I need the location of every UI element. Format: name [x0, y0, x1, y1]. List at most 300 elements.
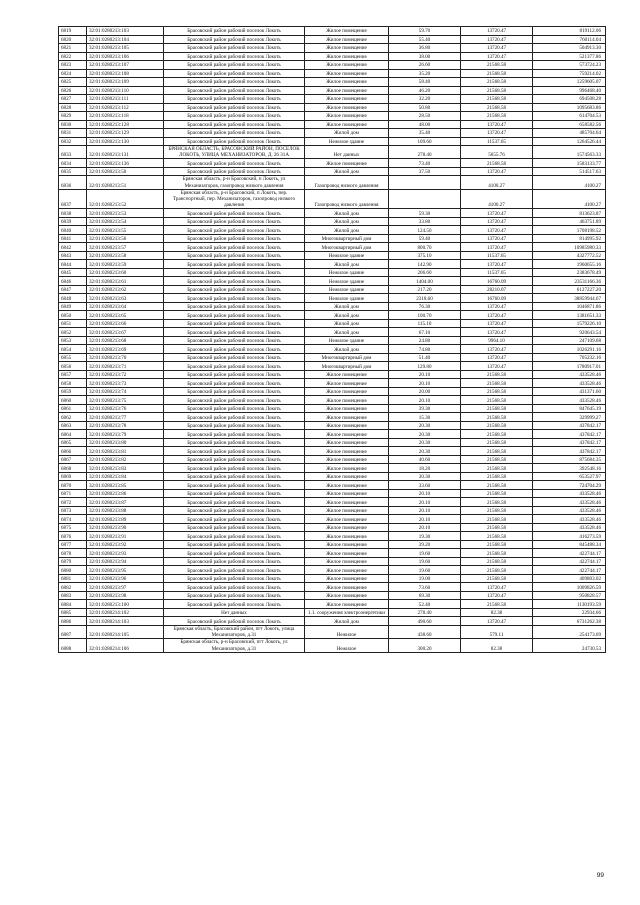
- cadastral-number-cell: 32:01:0280213:56: [87, 234, 164, 243]
- rate-cell: 579.11: [461, 625, 533, 638]
- rate-cell: 13720.47: [461, 209, 533, 218]
- cadastral-number-cell: 32:01:0280213:78: [87, 421, 164, 430]
- area-cell: 24.80: [389, 336, 461, 345]
- area-cell: 20.10: [389, 506, 461, 515]
- cadastral-value-cell: 416273.59: [533, 532, 606, 541]
- cadastral-number-cell: 32:01:0280213:106: [87, 52, 164, 61]
- area-cell: 438.60: [389, 625, 461, 638]
- rate-cell: 28210.07: [461, 285, 533, 294]
- rate-cell: 13720.47: [461, 120, 533, 129]
- table-row: [59, 226, 606, 235]
- cadastral-value-cell: 392548.16: [533, 464, 606, 473]
- purpose-cell: Нет данных: [305, 146, 389, 159]
- table-row: [59, 404, 606, 413]
- cadastral-value-cell: 422744.17: [533, 566, 606, 575]
- row-number-cell: 6866: [59, 447, 87, 456]
- cadastral-number-cell: 32:01:0280213:131: [87, 146, 164, 159]
- purpose-cell: Жилое помещение: [305, 481, 389, 490]
- table-row: [59, 319, 606, 328]
- cadastral-value-cell: 437842.17: [533, 421, 606, 430]
- cadastral-number-cell: 32:01:0280213:107: [87, 61, 164, 70]
- area-cell: 19.60: [389, 557, 461, 566]
- address-cell: Брасовский район рабочий поселок Локоть: [164, 52, 305, 61]
- cadastral-value-cell: 760114.04: [533, 35, 606, 44]
- rate-cell: 11537.65: [461, 251, 533, 260]
- purpose-cell: Жилое помещение: [305, 404, 389, 413]
- cadastral-value-cell: 437842.17: [533, 438, 606, 447]
- row-number-cell: 6855: [59, 353, 87, 362]
- area-cell: 58.40: [389, 78, 461, 87]
- rate-cell: 21568.58: [461, 455, 533, 464]
- rate-cell: 13720.47: [461, 234, 533, 243]
- rate-cell: 21568.58: [461, 396, 533, 405]
- address-cell: Брасовский район рабочий поселок Локоть: [164, 515, 305, 524]
- cadastral-number-cell: 32:01:0280213:58: [87, 251, 164, 260]
- table-row: [59, 532, 606, 541]
- cadastral-number-cell: 32:01:0280213:77: [87, 413, 164, 422]
- purpose-cell: Нежилое здание: [305, 336, 389, 345]
- cadastral-value-cell: 433528.46: [533, 489, 606, 498]
- table-row: [59, 362, 606, 371]
- cadastral-value-cell: 705232.16: [533, 353, 606, 362]
- cadastral-number-cell: 32:01:0280213:84: [87, 472, 164, 481]
- purpose-cell: Жилое помещение: [305, 387, 389, 396]
- purpose-cell: Нежилое: [305, 639, 389, 652]
- cadastral-value-table: [58, 26, 606, 653]
- address-cell: Брасовский район рабочий поселок Локоть: [164, 103, 305, 112]
- cadastral-value-cell: 504913.30: [533, 44, 606, 53]
- cadastral-number-cell: 32:01:0280213:128: [87, 120, 164, 129]
- purpose-cell: Жилой дом: [305, 260, 389, 269]
- address-cell: Брасовский район рабочий поселок Локоть: [164, 345, 305, 354]
- row-number-cell: 6887: [59, 625, 87, 638]
- rate-cell: 21568.58: [461, 159, 533, 168]
- purpose-cell: Жилой дом: [305, 345, 389, 354]
- address-cell: Брасовский район рабочий поселок Локоть: [164, 69, 305, 78]
- rate-cell: 13720.47: [461, 243, 533, 252]
- purpose-cell: Жилое помещение: [305, 430, 389, 439]
- address-cell: Брасовский район рабочий поселок Локоть: [164, 523, 305, 532]
- row-number-cell: 6846: [59, 277, 87, 286]
- cadastral-number-cell: 32:01:0280213:55: [87, 226, 164, 235]
- area-cell: 33.80: [389, 217, 461, 226]
- area-cell: 39.30: [389, 404, 461, 413]
- address-cell: Брасовский район рабочий поселок Локоть: [164, 353, 305, 362]
- purpose-cell: Жилое помещение: [305, 566, 389, 575]
- purpose-cell: Многоквартирный дом: [305, 234, 389, 243]
- area-cell: 20.10: [389, 379, 461, 388]
- rate-cell: 21568.58: [461, 404, 533, 413]
- cadastral-number-cell: 32:01:0280213:63: [87, 294, 164, 303]
- cadastral-number-cell: 32:01:0280213:98: [87, 591, 164, 600]
- purpose-cell: Жилое помещение: [305, 370, 389, 379]
- address-cell: Брасовский район рабочий поселок Локоть: [164, 362, 305, 371]
- purpose-cell: Нежилое: [305, 625, 389, 638]
- area-cell: 142.90: [389, 260, 461, 269]
- table-row: [59, 421, 606, 430]
- area-cell: 74.80: [389, 345, 461, 354]
- address-cell: Брасовский район рабочий поселок Локоть: [164, 27, 305, 36]
- area-cell: 51.40: [389, 353, 461, 362]
- address-cell: Брасовский район рабочий поселок Локоть: [164, 489, 305, 498]
- cadastral-value-cell: 1130193.59: [533, 600, 606, 609]
- address-cell: Брасовский район рабочий поселок Локоть: [164, 209, 305, 218]
- row-number-cell: 6860: [59, 396, 87, 405]
- purpose-cell: Жилое помещение: [305, 506, 389, 515]
- row-number-cell: 6861: [59, 404, 87, 413]
- address-cell: Брянская область, р-н Брасовский, п Локоть, пер. Транспортный, пер. Механизаторов, газопровод низкого давления: [164, 189, 305, 209]
- purpose-cell: Жилой дом: [305, 328, 389, 337]
- cadastral-number-cell: 32:01:0280213:50: [87, 167, 164, 176]
- cadastral-number-cell: 32:01:0280213:67: [87, 328, 164, 337]
- area-cell: 278.40: [389, 146, 461, 159]
- purpose-cell: Жилое помещение: [305, 103, 389, 112]
- cadastral-value-cell: 847645.19: [533, 404, 606, 413]
- address-cell: Нет данных: [164, 608, 305, 617]
- rate-cell: 21568.58: [461, 78, 533, 87]
- purpose-cell: Жилой дом: [305, 209, 389, 218]
- cadastral-number-cell: 32:01:0280213:129: [87, 129, 164, 138]
- cadastral-number-cell: 32:01:0280213:80: [87, 438, 164, 447]
- row-number-cell: 6881: [59, 574, 87, 583]
- purpose-cell: Жилое помещение: [305, 600, 389, 609]
- purpose-cell: Жилое помещение: [305, 532, 389, 541]
- cadastral-value-cell: 463751.89: [533, 217, 606, 226]
- area-cell: 55.40: [389, 35, 461, 44]
- row-number-cell: 6822: [59, 52, 87, 61]
- rate-cell: 21568.58: [461, 379, 533, 388]
- purpose-cell: Жилое помещение: [305, 35, 389, 44]
- table-body: [59, 27, 606, 653]
- row-number-cell: 6839: [59, 217, 87, 226]
- table-row: [59, 574, 606, 583]
- area-cell: 73.60: [389, 583, 461, 592]
- rate-cell: 21568.58: [461, 421, 533, 430]
- cadastral-value-cell: 1708198.52: [533, 226, 606, 235]
- address-cell: Брасовский район рабочий поселок Локоть: [164, 574, 305, 583]
- area-cell: 50.80: [389, 103, 461, 112]
- address-cell: Брасовский район рабочий поселок Локоть: [164, 35, 305, 44]
- rate-cell: 21568.58: [461, 69, 533, 78]
- cadastral-value-cell: 4100.27: [533, 189, 606, 209]
- area-cell: 59.40: [389, 234, 461, 243]
- area-cell: 217.20: [389, 285, 461, 294]
- cadastral-number-cell: 32:01:0280213:91: [87, 532, 164, 541]
- purpose-cell: Жилой дом: [305, 226, 389, 235]
- rate-cell: 21568.58: [461, 95, 533, 104]
- row-number-cell: 6824: [59, 69, 87, 78]
- area-cell: 37.50: [389, 167, 461, 176]
- row-number-cell: 6859: [59, 387, 87, 396]
- cadastral-number-cell: 32:01:0280213:109: [87, 78, 164, 87]
- table-row: [59, 328, 606, 337]
- purpose-cell: Жилое помещение: [305, 95, 389, 104]
- rate-cell: 21568.58: [461, 438, 533, 447]
- address-cell: Брянская область, р-н Брасовский, пгт Локоть, ул Механизаторов, д.31: [164, 639, 305, 652]
- row-number-cell: 6830: [59, 120, 87, 129]
- cadastral-number-cell: 32:01:0280213:75: [87, 396, 164, 405]
- cadastral-number-cell: 32:01:0280213:104: [87, 35, 164, 44]
- purpose-cell: Жилое помещение: [305, 44, 389, 53]
- address-cell: Брасовский район рабочий поселок Локоть: [164, 583, 305, 592]
- table-row: [59, 566, 606, 575]
- row-number-cell: 6833: [59, 146, 87, 159]
- purpose-cell: Жилое помещение: [305, 523, 389, 532]
- area-cell: 20.10: [389, 515, 461, 524]
- rate-cell: 21568.58: [461, 86, 533, 95]
- purpose-cell: Жилое помещение: [305, 413, 389, 422]
- rate-cell: 21568.58: [461, 566, 533, 575]
- area-cell: 490.60: [389, 617, 461, 626]
- area-cell: 20.30: [389, 421, 461, 430]
- rate-cell: 13720.47: [461, 617, 533, 626]
- cadastral-number-cell: 32:01:0280213:136: [87, 159, 164, 168]
- area-cell: 30.30: [389, 472, 461, 481]
- address-cell: Брасовский район рабочий поселок Локоть: [164, 566, 305, 575]
- table-row: [59, 209, 606, 218]
- cadastral-value-cell: 433528.46: [533, 506, 606, 515]
- rate-cell: 16760.09: [461, 294, 533, 303]
- area-cell: 129.80: [389, 362, 461, 371]
- cadastral-number-cell: 32:01:0280213:65: [87, 311, 164, 320]
- cadastral-number-cell: 32:01:0280213:100: [87, 600, 164, 609]
- purpose-cell: 1.1. сооружения электроэнергетики: [305, 608, 389, 617]
- purpose-cell: Жилое помещение: [305, 112, 389, 121]
- rate-cell: 13720.47: [461, 319, 533, 328]
- cadastral-number-cell: 32:01:0280213:59: [87, 260, 164, 269]
- purpose-cell: Жилой дом: [305, 311, 389, 320]
- purpose-cell: Жилой дом: [305, 319, 389, 328]
- address-cell: Брасовский район рабочий поселок Локоть: [164, 319, 305, 328]
- rate-cell: 13720.47: [461, 353, 533, 362]
- table-row: [59, 353, 606, 362]
- address-cell: Брасовский район рабочий поселок Локоть: [164, 379, 305, 388]
- area-cell: 59.30: [389, 209, 461, 218]
- table-row: [59, 44, 606, 53]
- purpose-cell: Жилой дом: [305, 302, 389, 311]
- rate-cell: 21568.58: [461, 103, 533, 112]
- purpose-cell: Жилое помещение: [305, 421, 389, 430]
- table-row: [59, 302, 606, 311]
- area-cell: 375.10: [389, 251, 461, 260]
- address-cell: Брасовский район рабочий поселок Локоть: [164, 112, 305, 121]
- address-cell: Брасовский район рабочий поселок Локоть: [164, 277, 305, 286]
- address-cell: Брасовский район рабочий поселок Локоть: [164, 78, 305, 87]
- cadastral-number-cell: 32:01:0280214:105: [87, 625, 164, 638]
- area-cell: 36.80: [389, 44, 461, 53]
- rate-cell: 13720.47: [461, 52, 533, 61]
- cadastral-value-cell: 329999.27: [533, 413, 606, 422]
- table-row: [59, 498, 606, 507]
- cadastral-value-cell: 23531166.36: [533, 277, 606, 286]
- row-number-cell: 6871: [59, 489, 87, 498]
- row-number-cell: 6869: [59, 472, 87, 481]
- cadastral-number-cell: 32:01:0280213:51: [87, 176, 164, 189]
- row-number-cell: 6875: [59, 523, 87, 532]
- rate-cell: 21568.58: [461, 549, 533, 558]
- cadastral-number-cell: 32:01:0280213:71: [87, 362, 164, 371]
- table-row: [59, 159, 606, 168]
- address-cell: Брасовский район рабочий поселок Локоть: [164, 600, 305, 609]
- row-number-cell: 6882: [59, 583, 87, 592]
- row-number-cell: 6820: [59, 35, 87, 44]
- cadastral-number-cell: 32:01:0280213:94: [87, 557, 164, 566]
- rate-cell: 21568.58: [461, 600, 533, 609]
- area-cell: 300.20: [389, 639, 461, 652]
- area-cell: 39.20: [389, 540, 461, 549]
- purpose-cell: Жилое помещение: [305, 86, 389, 95]
- purpose-cell: Нежилое здание: [305, 294, 389, 303]
- row-number-cell: 6819: [59, 27, 87, 36]
- row-number-cell: 6832: [59, 137, 87, 146]
- rate-cell: 13720.47: [461, 362, 533, 371]
- rate-cell: 13720.47: [461, 27, 533, 36]
- rate-cell: 21568.58: [461, 515, 533, 524]
- area-cell: 19.00: [389, 574, 461, 583]
- cadastral-value-cell: 573724.23: [533, 61, 606, 70]
- cadastral-value-cell: 653527.97: [533, 472, 606, 481]
- rate-cell: 13720.47: [461, 345, 533, 354]
- address-cell: Брасовский район рабочий поселок Локоть: [164, 336, 305, 345]
- purpose-cell: Жилое помещение: [305, 27, 389, 36]
- area-cell: 15.30: [389, 413, 461, 422]
- table-row: [59, 379, 606, 388]
- row-number-cell: 6867: [59, 455, 87, 464]
- address-cell: Брасовский район рабочий поселок Локоть: [164, 328, 305, 337]
- purpose-cell: Жилое помещение: [305, 438, 389, 447]
- rate-cell: 13720.47: [461, 167, 533, 176]
- purpose-cell: Жилое помещение: [305, 120, 389, 129]
- cadastral-value-cell: 24730.53: [533, 639, 606, 652]
- address-cell: Брасовский район рабочий поселок Локоть: [164, 447, 305, 456]
- rate-cell: 21568.58: [461, 506, 533, 515]
- row-number-cell: 6850: [59, 311, 87, 320]
- address-cell: Брянская область, р-н Брасовский, п Локоть, ул Механизаторов, газопровод низкого давления: [164, 176, 305, 189]
- row-number-cell: 6862: [59, 413, 87, 422]
- rate-cell: 21568.58: [461, 472, 533, 481]
- purpose-cell: Жилое помещение: [305, 472, 389, 481]
- table-row: [59, 489, 606, 498]
- purpose-cell: Газопровод низкого давления: [305, 189, 389, 209]
- address-cell: Брасовский район рабочий поселок Локоть: [164, 617, 305, 626]
- row-number-cell: 6858: [59, 379, 87, 388]
- table-row: [59, 268, 606, 277]
- row-number-cell: 6840: [59, 226, 87, 235]
- purpose-cell: Жилое помещение: [305, 591, 389, 600]
- row-number-cell: 6825: [59, 78, 87, 87]
- area-cell: 32.20: [389, 95, 461, 104]
- cadastral-number-cell: 32:01:0280213:57: [87, 243, 164, 252]
- table-row: [59, 387, 606, 396]
- table-row: [59, 285, 606, 294]
- cadastral-value-cell: 920643.54: [533, 328, 606, 337]
- address-cell: Брасовский район рабочий поселок Локоть: [164, 557, 305, 566]
- area-cell: 46.20: [389, 86, 461, 95]
- table-row: [59, 464, 606, 473]
- purpose-cell: Многоквартирный дом: [305, 353, 389, 362]
- cadastral-value-cell: 845488.34: [533, 540, 606, 549]
- row-number-cell: 6886: [59, 617, 87, 626]
- area-cell: 20.30: [389, 447, 461, 456]
- address-cell: Брасовский район рабочий поселок Локоть: [164, 481, 305, 490]
- cadastral-value-cell: 4100.27: [533, 176, 606, 189]
- area-cell: 26.60: [389, 61, 461, 70]
- address-cell: Брасовский район рабочий поселок Локоть: [164, 302, 305, 311]
- purpose-cell: Жилое помещение: [305, 540, 389, 549]
- cadastral-value-cell: 254173.69: [533, 625, 606, 638]
- rate-cell: 21568.58: [461, 430, 533, 439]
- rate-cell: 21568.58: [461, 464, 533, 473]
- row-number-cell: 6853: [59, 336, 87, 345]
- table-row: [59, 52, 606, 61]
- table-row: [59, 540, 606, 549]
- table-row: [59, 35, 606, 44]
- address-cell: Брасовский район рабочий поселок Локоть: [164, 387, 305, 396]
- cadastral-number-cell: 32:01:0280214:102: [87, 608, 164, 617]
- purpose-cell: Жилое помещение: [305, 498, 389, 507]
- cadastral-number-cell: 32:01:0280213:108: [87, 69, 164, 78]
- cadastral-number-cell: 32:01:0280213:83: [87, 464, 164, 473]
- rate-cell: 13720.47: [461, 302, 533, 311]
- rate-cell: 13720.47: [461, 583, 533, 592]
- address-cell: Брасовский район рабочий поселок Локоть: [164, 44, 305, 53]
- row-number-cell: 6837: [59, 189, 87, 209]
- cadastral-value-cell: 431371.60: [533, 387, 606, 396]
- area-cell: 278.40: [389, 608, 461, 617]
- rate-cell: 21568.58: [461, 61, 533, 70]
- area-cell: 20.30: [389, 430, 461, 439]
- area-cell: 28.50: [389, 112, 461, 121]
- area-cell: 19.60: [389, 549, 461, 558]
- cadastral-number-cell: 32:01:0280213:130: [87, 137, 164, 146]
- rate-cell: 13720.47: [461, 226, 533, 235]
- area-cell: 35.40: [389, 129, 461, 138]
- cadastral-number-cell: 32:01:0280213:54: [87, 217, 164, 226]
- address-cell: Брасовский район рабочий поселок Локоть: [164, 370, 305, 379]
- cadastral-value-cell: 2383678.49: [533, 268, 606, 277]
- area-cell: 20.00: [389, 387, 461, 396]
- purpose-cell: Газопровод низкого давления: [305, 176, 389, 189]
- row-number-cell: 6888: [59, 639, 87, 652]
- rate-cell: 13720.47: [461, 328, 533, 337]
- cadastral-number-cell: 32:01:0280213:52: [87, 189, 164, 209]
- cadastral-number-cell: 32:01:0280213:64: [87, 302, 164, 311]
- page-number: 99: [596, 872, 604, 879]
- rate-cell: 13720.47: [461, 44, 533, 53]
- rate-cell: 82.38: [461, 608, 533, 617]
- cadastral-value-cell: 433528.46: [533, 370, 606, 379]
- row-number-cell: 6847: [59, 285, 87, 294]
- area-cell: 800.70: [389, 243, 461, 252]
- table-row: [59, 103, 606, 112]
- rate-cell: 21568.58: [461, 387, 533, 396]
- cadastral-value-cell: 433528.46: [533, 523, 606, 532]
- table-row: [59, 472, 606, 481]
- area-cell: 20.10: [389, 370, 461, 379]
- area-cell: 20.10: [389, 498, 461, 507]
- rate-cell: 21568.58: [461, 557, 533, 566]
- cadastral-value-cell: 437842.17: [533, 430, 606, 439]
- cadastral-number-cell: 32:01:0280213:103: [87, 27, 164, 36]
- row-number-cell: 6868: [59, 464, 87, 473]
- cadastral-value-cell: 950828.57: [533, 591, 606, 600]
- table-row: [59, 311, 606, 320]
- row-number-cell: 6829: [59, 112, 87, 121]
- purpose-cell: Нежилое здание: [305, 137, 389, 146]
- address-cell: Брасовский район рабочий поселок Локоть: [164, 234, 305, 243]
- cadastral-number-cell: 32:01:0280214:103: [87, 617, 164, 626]
- purpose-cell: Жилое помещение: [305, 379, 389, 388]
